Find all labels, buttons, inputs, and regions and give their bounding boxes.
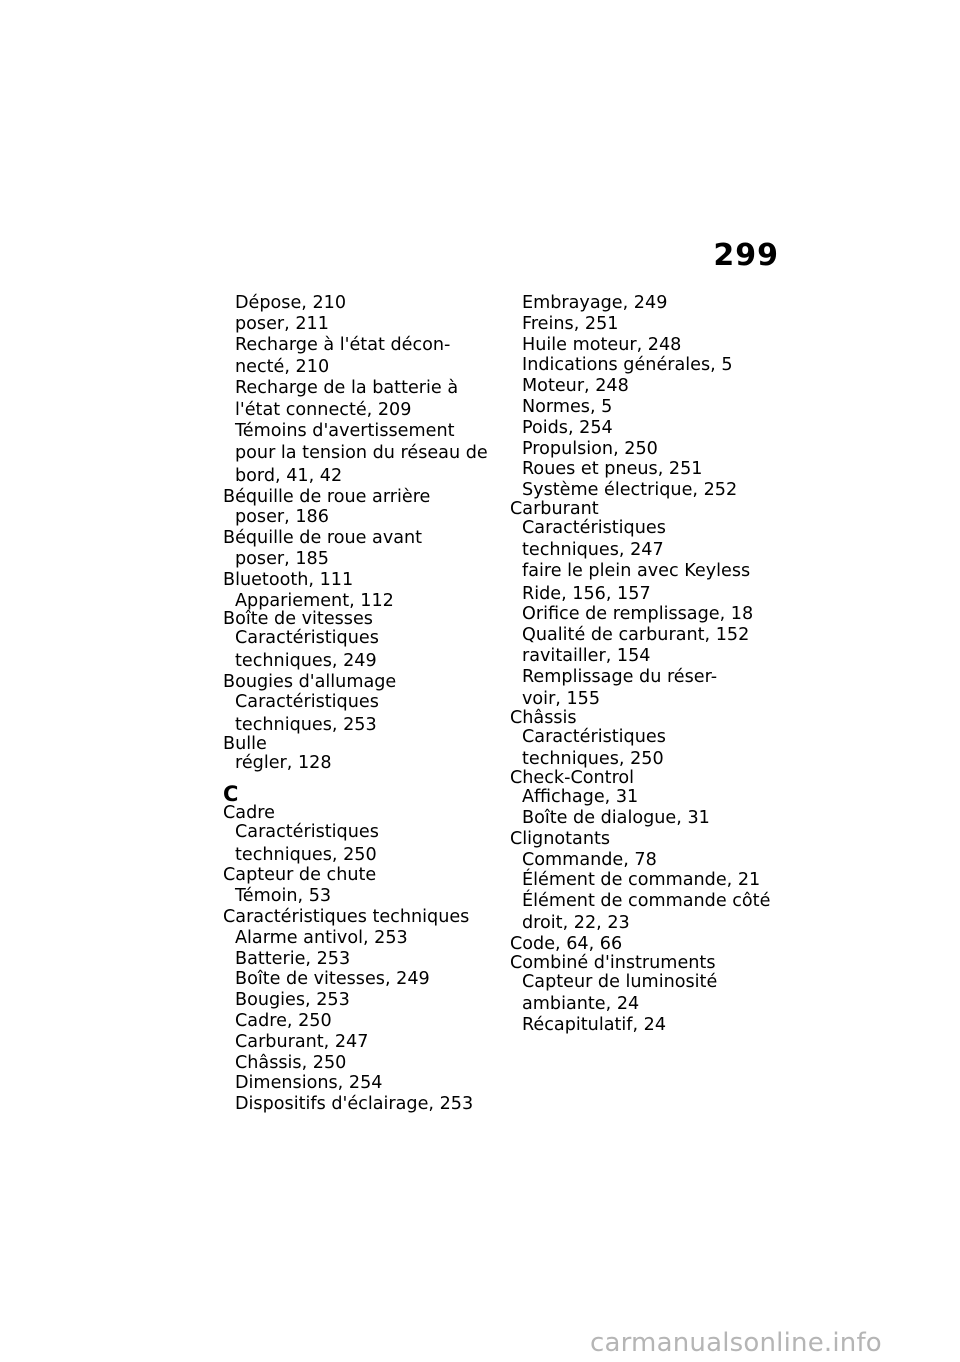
watermark: carmanualsonline.info — [590, 1328, 882, 1358]
index-subentry: poser, 185 — [235, 548, 329, 569]
index-subentry: Indications générales, 5 — [522, 355, 733, 376]
index-subentry-continuation: l'état connecté, 209 — [235, 400, 412, 421]
index-subentry: Embrayage, 249 — [522, 293, 668, 313]
index-subentry: Poids, 254 — [522, 417, 613, 438]
index-subentry-continuation: techniques, 247 — [522, 540, 664, 561]
index-subentry: Batterie, 253 — [235, 948, 351, 969]
index-subentry-continuation: techniques, 249 — [235, 650, 377, 671]
index-subentry: Châssis, 250 — [235, 1052, 347, 1073]
index-subentry: Caractéristiques — [522, 726, 666, 747]
index-subentry: Affichage, 31 — [522, 787, 639, 808]
index-subentry: Caractéristiques — [235, 692, 379, 713]
index-entry: Caractéristiques techniques — [223, 907, 470, 928]
index-subentry: Élément de commande, 21 — [522, 870, 761, 891]
index-entry: Béquille de roue arrière — [223, 486, 431, 507]
index-subentry-continuation: droit, 22, 23 — [522, 913, 630, 934]
index-subentry: Cadre, 250 — [235, 1011, 332, 1032]
index-subentry: Propulsion, 250 — [522, 438, 658, 459]
index-subentry: Boîte de vitesses, 249 — [235, 969, 430, 990]
index-subentry-continuation: techniques, 250 — [522, 749, 664, 770]
index-subentry: Remplissage du réser- — [522, 666, 718, 687]
index-subentry-continuation: ambiante, 24 — [522, 994, 640, 1015]
index-entry: Capteur de chute — [223, 865, 377, 886]
index-entry: Combiné d'instruments — [510, 953, 716, 974]
index-entry: Châssis — [510, 707, 577, 728]
index-subentry: Caractéristiques — [522, 517, 666, 538]
index-subentry: Capteur de luminosité — [522, 972, 718, 993]
index-entry: Béquille de roue avant — [223, 528, 423, 549]
index-subentry: Témoin, 53 — [235, 886, 332, 907]
index-entry: Clignotants — [510, 828, 611, 849]
index-entry: Bougies d'allumage — [223, 671, 397, 692]
index-subentry: Appariement, 112 — [235, 590, 394, 611]
index-subentry-continuation: techniques, 253 — [235, 714, 377, 735]
index-subentry: poser, 186 — [235, 507, 329, 528]
index-column-left — [223, 293, 493, 1115]
index-subentry: Commande, 78 — [522, 849, 657, 870]
index-subentry: Orifice de remplissage, 18 — [522, 604, 754, 625]
index-subentry: Élément de commande côté — [522, 891, 771, 912]
index-subentry: Huile moteur, 248 — [522, 334, 682, 355]
index-subentry: faire le plein avec Keyless — [522, 561, 751, 582]
index-subentry: Recharge de la batterie à — [235, 377, 459, 398]
index-subentry: Caractéristiques — [235, 628, 379, 649]
index-entry: Bluetooth, 111 — [223, 569, 354, 590]
index-subentry: ravitailler, 154 — [522, 645, 651, 666]
index-entry: Code, 64, 66 — [510, 934, 623, 955]
index-subentry: Boîte de dialogue, 31 — [522, 807, 710, 828]
index-subentry: Roues et pneus, 251 — [522, 459, 703, 480]
index-subentry: régler, 128 — [235, 752, 332, 773]
index-subentry: Qualité de carburant, 152 — [522, 625, 750, 646]
index-column-right — [510, 293, 780, 1036]
index-subentry-continuation: necté, 210 — [235, 356, 330, 377]
index-subentry-continuation: pour la tension du réseau de — [235, 443, 488, 464]
index-subentry-continuation: techniques, 250 — [235, 844, 377, 865]
index-subentry: Dispositifs d'éclairage, 253 — [235, 1094, 474, 1115]
index-subentry: Récapitulatif, 24 — [522, 1015, 667, 1036]
index-subentry: Dépose, 210 — [235, 293, 347, 313]
index-letter-heading: C — [223, 782, 239, 807]
index-subentry: Carburant, 247 — [235, 1031, 369, 1052]
index-subentry: Normes, 5 — [522, 396, 613, 417]
index-subentry: Freins, 251 — [522, 313, 619, 334]
index-subentry: Caractéristiques — [235, 822, 379, 843]
index-subentry: Système électrique, 252 — [522, 480, 738, 501]
page-number: 299 — [713, 238, 779, 273]
index-entry: Bulle — [223, 733, 267, 754]
index-subentry-continuation: Ride, 156, 157 — [522, 583, 651, 604]
index-subentry: poser, 211 — [235, 313, 329, 334]
index-subentry: Alarme antivol, 253 — [235, 927, 408, 948]
index-subentry: Recharge à l'état décon- — [235, 334, 451, 355]
index-subentry: Moteur, 248 — [522, 376, 629, 397]
index-subentry-continuation: voir, 155 — [522, 689, 601, 710]
index-entry: Boîte de vitesses — [223, 609, 373, 630]
index-entry: Cadre — [223, 803, 275, 824]
index-entry: Check-Control — [510, 768, 635, 789]
index-subentry: Bougies, 253 — [235, 990, 350, 1011]
index-subentry: Dimensions, 254 — [235, 1073, 383, 1094]
index-subentry: Témoins d'avertissement — [235, 420, 455, 441]
index-subentry-continuation: bord, 41, 42 — [235, 465, 343, 486]
index-entry: Carburant — [510, 498, 599, 519]
